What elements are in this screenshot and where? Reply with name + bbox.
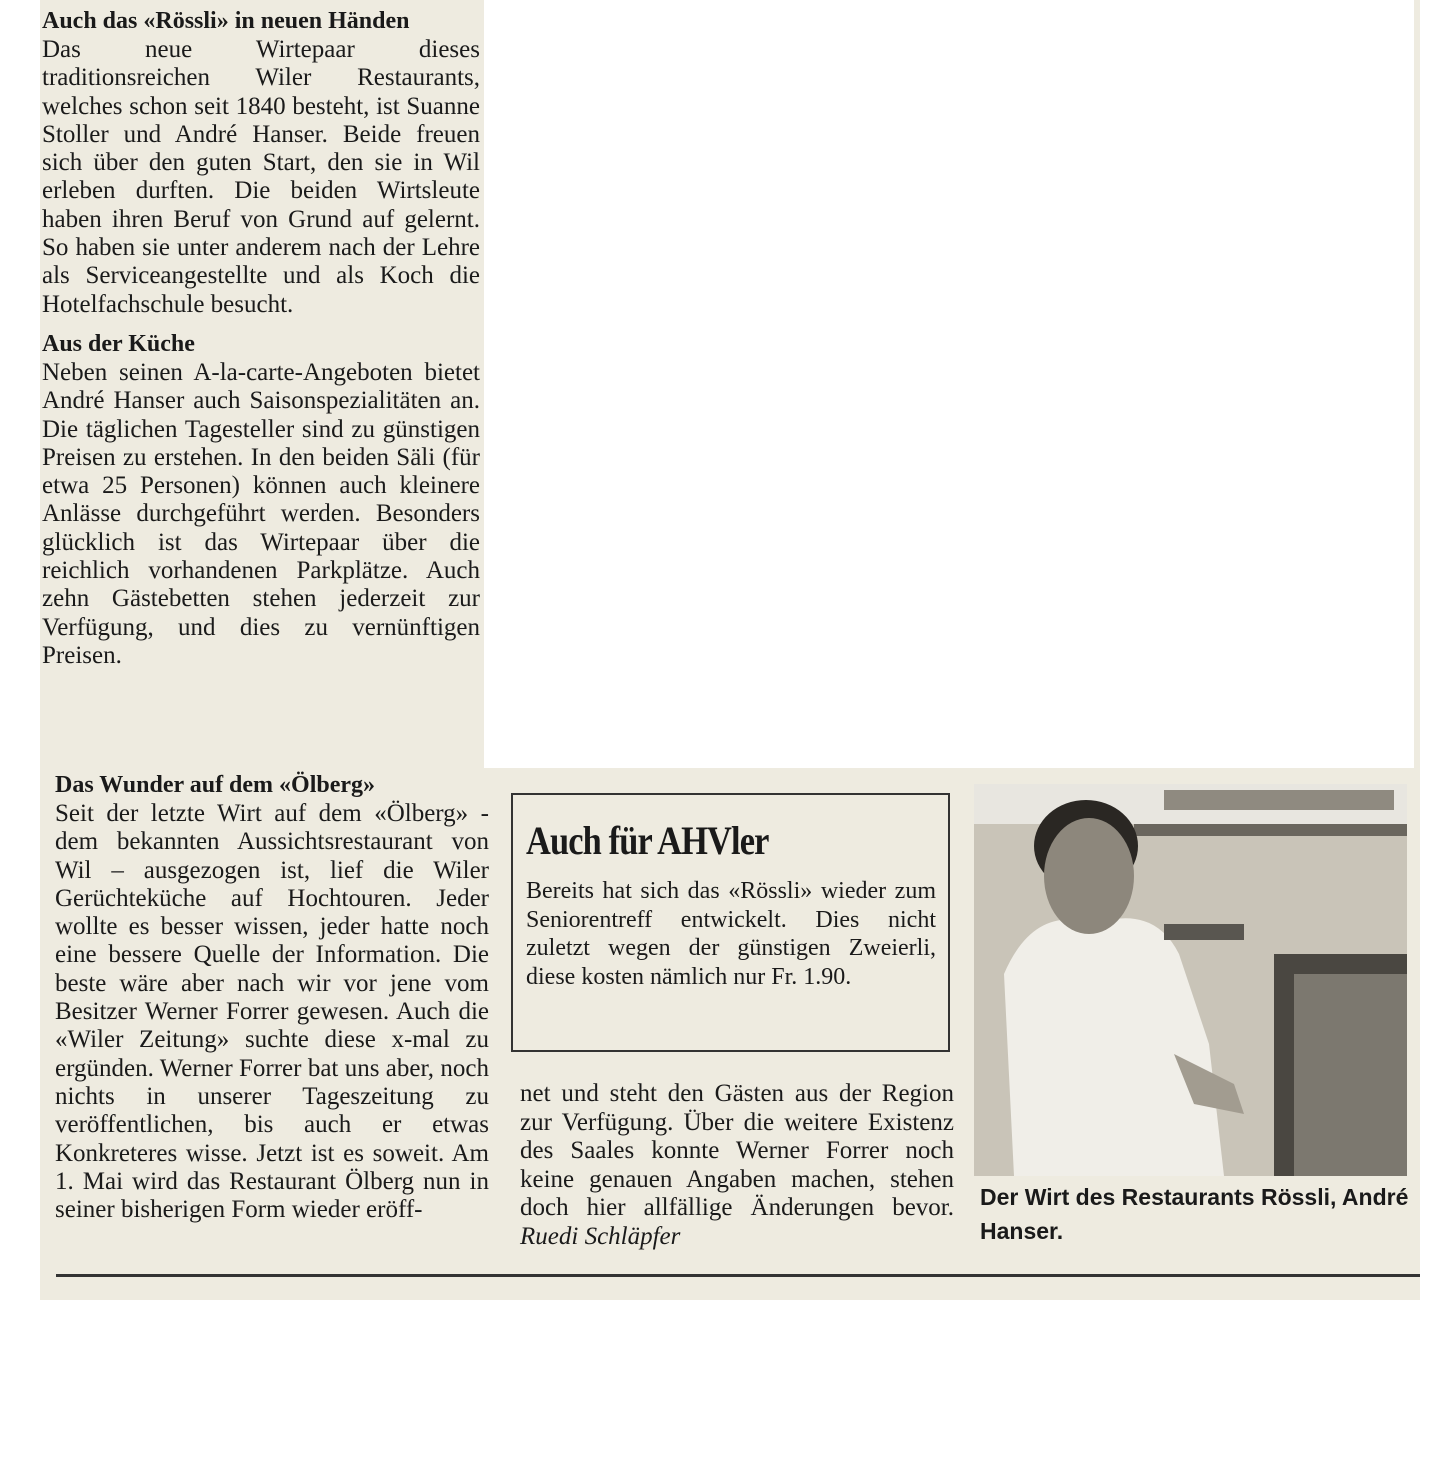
section-heading-roessli: Auch das «Rössli» in neuen Händen [42, 8, 410, 34]
sidebar-box [511, 793, 950, 1052]
section-body-oelberg: Seit der letzte Wirt auf dem «Ölberg» - dem bekannten Aussichtsrestaurant von Wil – ausgezogen ist, lief die Wiler Gerüchteküche auf Hochtouren. Jeder wollte es besser wissen, jeder hatte noch eine bessere Quelle der Information. Die beste wäre aber nach wir vor jene vom Besitzer Werner Forrer gewesen. Auch die «Wiler Zeitung» suchte diese x-mal zu ergünden. Werner Forrer bat uns aber, noch nichts in unserer Tageszeitung zu veröffentlichen, bis auch er etwas Konkreteres wisse. Jetzt ist es soweit. Am 1. Mai wird das Restaurant Ölberg nun in seiner bisherigen Form wieder eröff- [55, 800, 489, 1224]
bottom-rule [56, 1274, 1420, 1277]
continuation-body: net und steht den Gästen aus der Region zur Verfügung. Über die weitere Existenz des Saales konnte Werner Forrer noch keine genauen Angaben machen, stehen doch hier allfällige Änderungen bevor. [520, 1080, 954, 1222]
article-continuation [520, 1080, 954, 1252]
portrait-illustration [974, 784, 1407, 1176]
sidebar-title: Auch für AHVler [526, 818, 769, 863]
article-column-left [42, 6, 480, 670]
article-column-left-lower [55, 770, 489, 1224]
blank-area [484, 0, 1414, 768]
continuation-text [520, 1080, 954, 1252]
section-heading-oelberg: Das Wunder auf dem «Ölberg» [55, 772, 376, 798]
sidebar-body: Bereits hat sich das «Rössli» wieder zum Seniorentreff entwickelt. Dies nicht zuletzt wegen der günstigen Zweierli, diese kosten nämlich nur Fr. 1.90. [526, 878, 936, 990]
portrait-photo [974, 784, 1407, 1176]
photo-caption: Der Wirt des Restaurants Rössli, André Hanser. [980, 1184, 1409, 1244]
section-heading-kueche: Aus der Küche [42, 330, 195, 357]
author-name: Ruedi Schläpfer [520, 1222, 681, 1250]
section-body-kueche: Neben seinen A-la-carte-Angeboten bietet André Hanser auch Saisonspezialitäten an. Die täglichen Tagesteller sind zu günstigen Preisen zu erstehen. In den beiden Säli (für etwa 25 Personen) können auch kleinere Anlässe durchgeführt werden. Besonders glücklich ist das Wirtepaar über die reichlich vorhandenen Parkplätze. Auch zehn Gästebetten stehen jederzeit zur Verfügung, und dies zu vernünftigen Preisen. [42, 358, 480, 669]
section-body-roessli: Das neue Wirtepaar dieses traditionsreichen Wiler Restaurants, welches schon seit 1840 besteht, ist Suanne Stoller und André Hanser. Beide freuen sich über den guten Start, den sie in Wil erleben durften. Die beiden Wirtsleute haben ihren Beruf von Grund auf gelernt. So haben sie unter anderem nach der Lehre als Serviceangestellte und als Koch die Hotelfachschule besucht. [42, 36, 480, 318]
